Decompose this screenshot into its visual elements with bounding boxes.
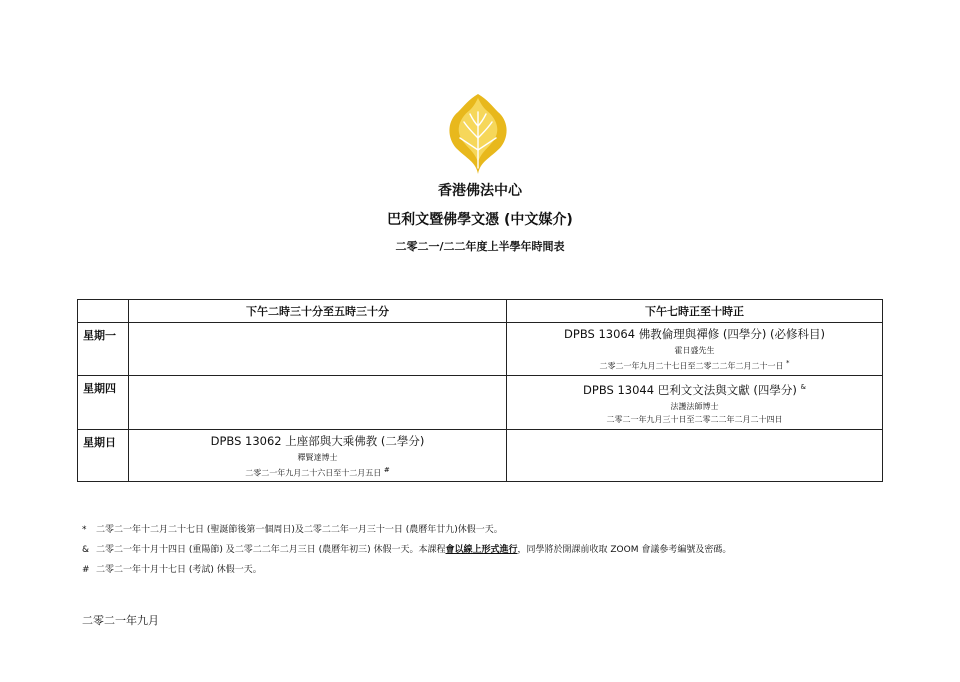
course-dates: 二零二一年九月三十日至二零二二年二月二十四日 bbox=[606, 414, 783, 424]
thursday-afternoon-cell bbox=[129, 376, 507, 430]
header-evening-slot: 下午七時正至十時正 bbox=[507, 300, 883, 323]
sunday-afternoon-cell bbox=[129, 430, 507, 482]
header-day-column bbox=[78, 300, 129, 323]
monday-afternoon-cell bbox=[129, 323, 507, 376]
day-label-monday: 星期一 bbox=[78, 323, 129, 376]
footnote-item bbox=[82, 524, 731, 536]
course-dates: 二零二一年九月二十六日至十二月五日 # bbox=[245, 466, 390, 478]
footnote-item bbox=[82, 544, 731, 556]
timetable-title: 二零二一/二二年度上半學年時間表 bbox=[395, 240, 565, 253]
footnote-text: 二零二一年十月十七日 (考試) 休假一天。 bbox=[96, 565, 262, 575]
timetable-table bbox=[77, 299, 883, 482]
footnote-symbol: & bbox=[82, 545, 90, 555]
course-teacher: 釋賢達博士 bbox=[297, 453, 338, 462]
sunday-evening-cell bbox=[507, 430, 883, 482]
org-name: 香港佛法中心 bbox=[438, 183, 522, 199]
table-header-row bbox=[78, 300, 883, 323]
table-row-monday bbox=[78, 323, 883, 376]
footnote-symbol: # bbox=[82, 565, 90, 575]
bodhi-leaf-logo-icon bbox=[446, 92, 510, 176]
footnotes bbox=[82, 524, 731, 584]
footnote-symbol: * bbox=[82, 525, 87, 535]
day-label-sunday: 星期日 bbox=[78, 430, 129, 482]
footnote-text: ，同學將於開課前收取 ZOOM 會議參考編號及密碼。 bbox=[517, 545, 732, 555]
thursday-evening-cell bbox=[507, 376, 883, 430]
footnote-text: 二零二一年十月十四日 (重陽節) 及二零二二年二月三日 (農曆年初三) 休假一天。本課程 bbox=[96, 545, 446, 555]
footnote-text: 二零二一年十二月二十七日 (聖誕節後第一個周日)及二零二二年一月三十一日 (農曆年廿九)休假一天。 bbox=[96, 525, 503, 535]
course-name: DPBS 13064 佛教倫理與禪修 (四學分) (必修科目) bbox=[564, 327, 825, 341]
footnote-mark: # bbox=[383, 466, 390, 474]
monday-evening-cell bbox=[507, 323, 883, 376]
day-label-thursday: 星期四 bbox=[78, 376, 129, 430]
course-teacher: 霍日盛先生 bbox=[674, 346, 715, 355]
course-name: DPBS 13062 上座部與大乘佛教 (二學分) bbox=[210, 434, 425, 448]
program-name: 巴利文暨佛學文憑 (中文媒介) bbox=[387, 212, 573, 228]
course-teacher: 法護法師博士 bbox=[670, 401, 719, 411]
course-dates: 二零二一年九月二十七日至二零二二年二月二十一日 * bbox=[599, 359, 790, 371]
table-row-thursday bbox=[78, 376, 883, 430]
course-name: DPBS 13044 巴利文文法與文獻 (四學分) & bbox=[583, 382, 806, 397]
online-emphasis: 會以線上形式進行 bbox=[445, 545, 518, 555]
issued-date: 二零二一年九月 bbox=[82, 614, 159, 627]
footnote-mark: * bbox=[786, 359, 790, 367]
footnote-item bbox=[82, 564, 731, 576]
table-row-sunday bbox=[78, 430, 883, 482]
header-afternoon-slot: 下午二時三十分至五時三十分 bbox=[129, 300, 507, 323]
footnote-mark: & bbox=[800, 383, 806, 391]
